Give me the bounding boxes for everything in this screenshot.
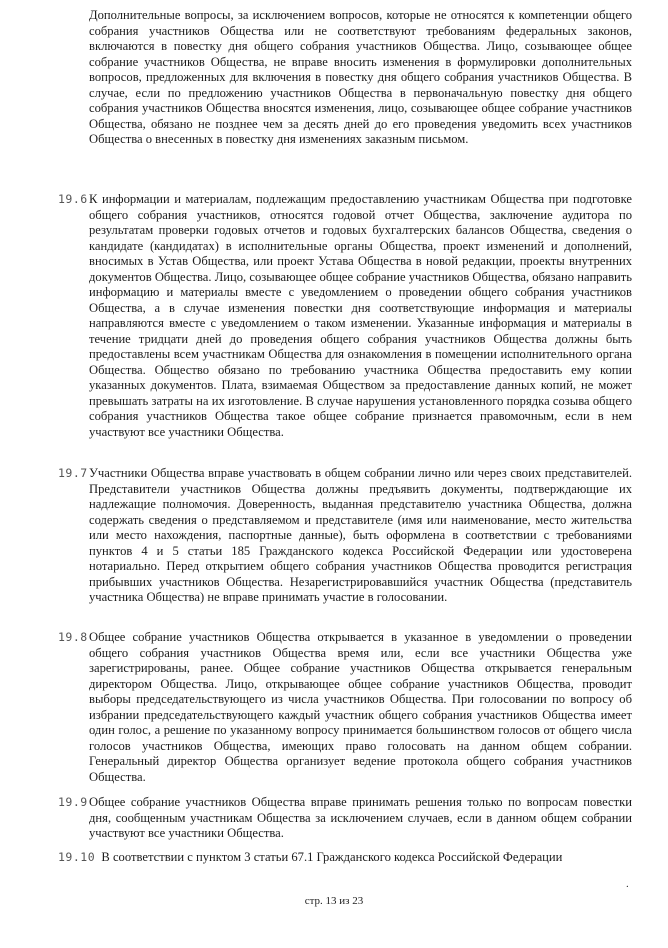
clause-number: 19.7 [58, 466, 88, 480]
clause-text: В соответствии с пунктом 3 статьи 67.1 Гражданского кодекса Российской Федерации [101, 850, 563, 864]
clause-number: 19.6 [58, 192, 88, 206]
clause-text: Общее собрание участников Общества вправе принимать решения только по вопросам повестки дня, сообщенным участникам Общества за исключением случаев, если в данном общем собрании участвуют все участники Общества. [89, 795, 632, 840]
clause-number: 19.10 [58, 850, 96, 864]
page-number: стр. 13 из 23 [304, 895, 364, 907]
clause-paragraph-19-10 [58, 850, 632, 866]
continuation-paragraph: Дополнительные вопросы, за исключением вопросов, которые не относятся к компетенции общего собрания участников Общества или не соответствуют требованиям федеральных законов, включаются в повестку дня общего собрания участников Общества. Лицо, созывающее общее собрание участников Общества, не вправе вносить изменения в формулировки дополнительных вопросов, предложенных для включения в повестку дня общего собрания участников Общества. В случае, если по предложению участников Общества в первоначальную повестку дня общего собрания участников Общества вносятся изменения, лицо, созывающее общее собрание участников Общества, обязано не позднее чем за десять дней до его проведения уведомить всех участников Общества о внесенных в повестку дня изменениях заказным письмом. [89, 8, 632, 146]
scan-mark: . [626, 878, 629, 890]
clause-number: 19.8 [58, 630, 88, 644]
clause-text: Участники Общества вправе участвовать в общем собрании лично или через своих представителей. Представители участников Общества должны предъявить документы, подтверждающие их надлежащие полномочия. Доверенность, выданная представителю участника Общества, должна содержать сведения о представляемом и представителе (имя или наименование, место жительства или место нахождения, паспортные данные), быть оформлена в соответствии с требованиями пунктов 4 и 5 статьи 185 Гражданского кодекса Российской Федерации или удостоверена нотариально. Перед открытием общего собрания участников Общества проводится регистрация прибывших участников Общества. Незарегистрировавшийся участник Общества (представитель участника Общества) не вправе принимать участие в голосовании. [89, 466, 632, 604]
clause-number: 19.9 [58, 795, 88, 809]
clause-text: К информации и материалам, подлежащим предоставлению участникам Общества при подготовке общего собрания участников, относятся годовой отчет Общества, заключение аудитора по результатам проверки годовых отчетов и годовых бухгалтерских балансов Общества, сведения о кандидате (кандидатах) в исполнительные органы Общества, проект изменений и дополнений, вносимых в Устав Общества, или проект Устава Общества в новой редакции, проекты внутренних документов Общества. Лицо, созывающее общее собрание участников Общества, обязано направить информацию и материалы вместе с уведомлением о проведении общего собрания участников Общества, а в случае изменения повестки дня соответствующие информация и материалы направляются вместе с уведомлением о таком изменении. Указанные информация и материалы в течение тридцати дней до проведения общего собрания участников Общества должны быть предоставлены всем участникам Общества для ознакомления в помещении исполнительного органа Общества. Общество обязано по требованию участника Общества предоставить ему копии указанных документов. Плата, взимаемая Обществом за предоставление данных копий, не может превышать затраты на их изготовление. В случае нарушения установленного порядка созыва общего собрания участников Общества такое общее собрание признается правомочным, если в нем участвуют все участники Общества. [89, 192, 632, 439]
clause-text: Общее собрание участников Общества открывается в указанное в уведомлении о проведении общего собрания участников Общества время или, если все участники Общества уже зарегистрированы, ранее. Общее собрание участников Общества открывается генеральным директором Общества. Лицо, открывающее общее собрание участников Общества, проводит выборы председательствующего из числа участников Общества. При голосовании по вопросу об избрании председательствующего каждый участник общего собрания участников Общества имеет один голос, а решение по указанному вопросу принимается большинством голосов от общего числа голосов участников Общества, имеющих право голосовать на данном общем собрании. Генеральный директор Общества организует ведение протокола общего собрания участников Общества. [89, 630, 632, 784]
